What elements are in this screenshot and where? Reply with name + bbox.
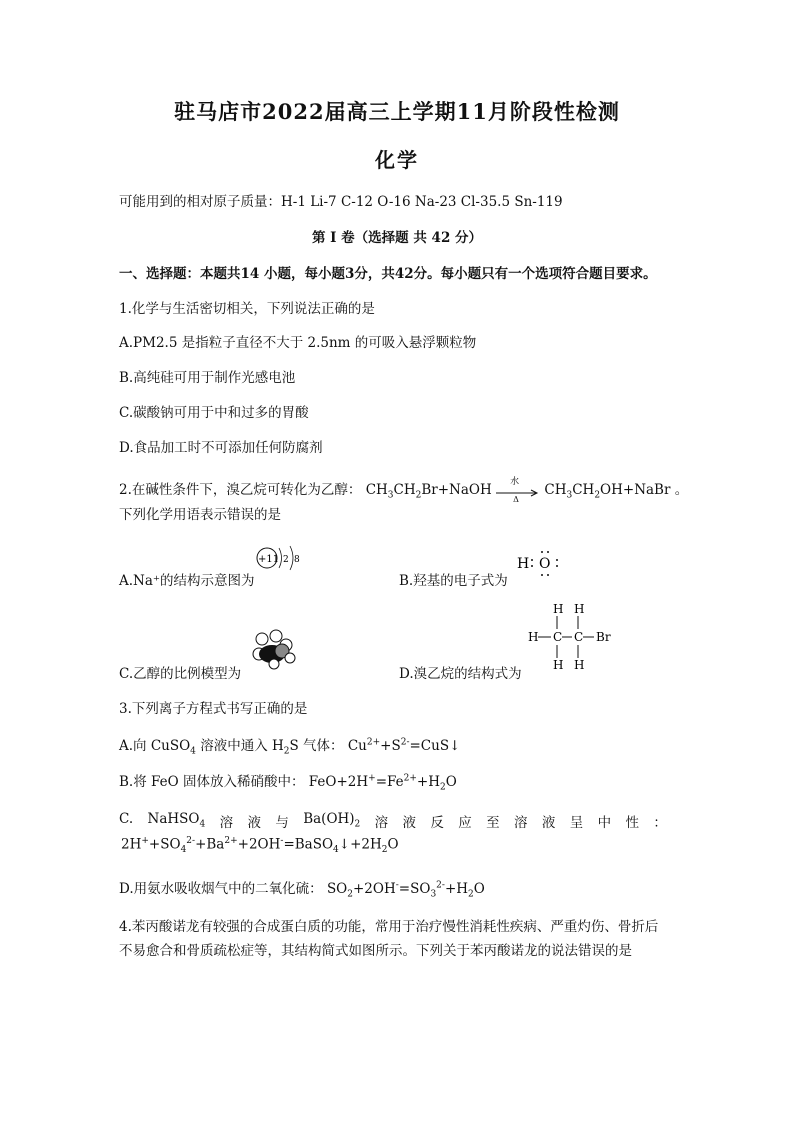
reaction-arrow [496, 476, 540, 504]
q3c-token: 液 [247, 815, 261, 831]
q3c-token: 与 [275, 815, 289, 831]
section-heading: 一、选择题：本题共14 小题，每小题3分，共42分。每小题只有一个选项符合题目要求。 [119, 266, 657, 282]
struct-h-bottom-1: H [553, 658, 564, 671]
q3c-token: 应 [458, 815, 472, 831]
q3c-token: $Ba(OH)_2$ [303, 811, 361, 830]
q2-reactants: $CH_3CH_2Br+NaOH$ [365, 482, 492, 501]
q3-stem: 3.下列离子方程式书写正确的是 [119, 701, 308, 717]
page-title: 驻马店市2022届高三上学期11月阶段性检测 [174, 99, 620, 124]
struct-c-2: C [574, 630, 584, 644]
q3c-token: 液 [541, 815, 556, 831]
subject-title: 化学 [375, 148, 419, 172]
q3c-token: 反 [430, 815, 444, 831]
q3-option-c-equation: $2H^++SO_4^{2-}+Ba^{2+}+2OH^-=BaSO_4↓+2H_2O$ [121, 836, 399, 856]
q3-option-b-prefix: B.将 FeO 固体放入稀硝酸中： [119, 774, 305, 790]
q1-option-a: A.PM2.5 是指粒子直径不大于 2.5nm 的可吸入悬浮颗粒物 [119, 335, 477, 351]
q3c-token: 呈 [569, 815, 584, 831]
q2-stem-prefix: 2.在碱性条件下，溴乙烷可转化为乙醇： [119, 482, 362, 498]
atomic-masses: 可能用到的相对原子质量：H-1 Li-7 C-12 O-16 Na-23 Cl-35.5 Sn-119 [119, 194, 563, 210]
hydroxyl-electron-formula [515, 548, 575, 580]
struct-h-left: H [528, 630, 539, 644]
q2-stem-2: 下列化学用语表示错误的是 [119, 507, 281, 523]
q2-products: $CH_3CH_2OH+NaBr$ [544, 482, 671, 501]
q3-option-b [119, 770, 457, 793]
q3c-token: NaHSO$_4$ [147, 811, 206, 830]
struct-h-top-1: H [553, 602, 564, 616]
q1-option-b: B.高纯硅可用于制作光感电池 [119, 370, 296, 386]
q1-option-c: C.碳酸钠可用于中和过多的胃酸 [119, 405, 309, 421]
q1-stem: 1.化学与生活密切相关，下列说法正确的是 [119, 301, 375, 317]
q3c-token: 中 [597, 815, 612, 831]
na-shell-1: 2 [283, 555, 289, 565]
q2-option-c: C.乙醇的比例模型为 [119, 666, 242, 682]
struct-br: Br [596, 630, 611, 644]
hydroxyl-h: H [517, 556, 530, 572]
q2-stem [119, 476, 689, 504]
arrow-condition-top: 水 [510, 476, 520, 487]
q3-option-d-prefix: D.用氨水吸收烟气中的二氧化硫： [119, 881, 323, 897]
q3-option-a-prefix: A.向 CuSO$_4$ 溶液中通入 $H_2S$ 气体： [119, 738, 344, 757]
q4-stem-line-2: 不易愈合和骨质疏松症等，其结构简式如图所示。下列关于苯丙酸诺龙的说法错误的是 [119, 943, 632, 959]
q3-option-c-line-1 [119, 811, 667, 831]
struct-h-top-2: H [574, 602, 585, 616]
na-ion-structure-diagram [255, 545, 310, 577]
na-nucleus-label: +11 [258, 554, 280, 565]
q3c-token: 至 [486, 815, 500, 831]
q3c-token: 性 [625, 815, 640, 831]
q3-option-d-equation: $SO_2+2OH^-=SO_3^{2-}+H_2O$ [326, 880, 485, 900]
q3c-token: 溶 [219, 815, 234, 831]
q3-option-a-equation: $Cu^{2+}+S^{2-}=CuS↓$ [347, 737, 461, 754]
hydroxyl-o: O [539, 556, 551, 572]
q3-option-a [119, 734, 460, 757]
struct-c-1: C [553, 630, 563, 644]
q3c-token: ： [653, 815, 667, 831]
q3c-token: C. [119, 811, 134, 827]
arrow-condition-bottom: Δ [513, 494, 519, 504]
bromoethane-structural-formula [527, 601, 617, 671]
q4-stem-line-1: 4.苯丙酸诺龙有较强的合成蛋白质的功能，常用于治疗慢性消耗性疾病、严重灼伤、骨折后 [119, 919, 659, 935]
q3-option-b-equation: $FeO+2H^+=Fe^{2+}+H_2O$ [308, 773, 457, 793]
volume-heading: 第 I 卷（选择题 共 42 分） [311, 230, 483, 246]
q3c-token: 溶 [374, 815, 389, 831]
q1-option-d: D.食品加工时不可添加任何防腐剂 [119, 440, 323, 456]
q3c-token: 液 [402, 815, 417, 831]
q2-option-d: D.溴乙烷的结构式为 [399, 666, 522, 682]
struct-h-bottom-2: H [574, 658, 585, 671]
q2-option-a: A.Na⁺的结构示意图为 [119, 573, 255, 589]
q3-option-d [119, 877, 485, 900]
q2-option-b: B.羟基的电子式为 [399, 573, 508, 589]
q2-stem-end: 。 [674, 482, 689, 498]
na-shell-2: 8 [294, 555, 300, 565]
q3c-token: 溶 [514, 815, 528, 831]
ethanol-space-filling-model-image [250, 627, 298, 671]
